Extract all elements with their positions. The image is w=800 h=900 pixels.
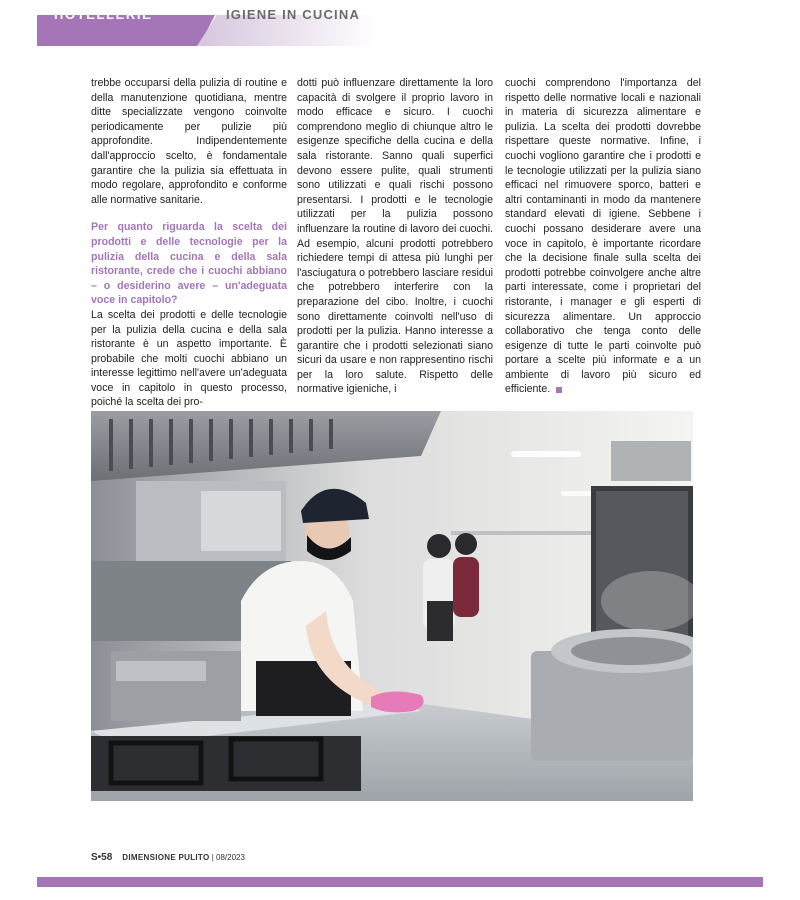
- issue-date: | 08/2023: [209, 853, 245, 862]
- paragraph-with-end-mark: [505, 76, 701, 397]
- footer-accent-bar: [37, 877, 763, 887]
- magazine-name: DIMENSIONE PULITO: [122, 853, 210, 862]
- interview-question: Per quanto riguarda la scelta dei prodotti e delle tecnologie per la pulizia della cucina e della sala ristorante, crede che i cuochi abbiano – o desiderino avere – un'adeguata voce in capitolo?: [91, 221, 287, 307]
- paragraph: trebbe occuparsi della pulizia di routine e della manutenzione quotidiana, mentre ditte specializzate vengono coinvolte periodicamente per pulizie più approfondite. Indipendentemente dall'approccio scelto, è fondamentale garantire che la pulizia sia effettuata in modo regolare, approfondito e conforme alle normative sanitarie.: [91, 77, 287, 206]
- page-number: S•58: [91, 852, 113, 863]
- text-column-3: [505, 76, 701, 397]
- section-label: HOTELLERIE: [54, 7, 153, 22]
- paragraph: dotti può influenzare direttamente la loro capacità di svolgere il proprio lavoro in modo efficace e sicuro. I cuochi comprendono meglio di chiunque altro le esigenze specifiche della cucina e della sala ristorante. Sanno quali superfici devono essere pulite, quali strumenti sono utilizzati e quali rischi possono presentarsi. I prodotti e le tecnologie utilizzati per la pulizia possono influenzare la routine di lavoro dei cuochi. Ad esempio, alcuni prodotti potrebbero richiedere tempi di attesa più lunghi per l'asciugatura o potrebbero lasciare residui che potrebbero interferire con la preparazione del cibo. Inoltre, i cuochi sono direttamente coinvolti nell'uso di prodotti per la pulizia. Hanno interesse a garantire che i prodotti selezionati siano sicuri da usare e non rappresentino rischi per la loro salute. Rispetto delle normative igieniche, i: [297, 77, 493, 396]
- kitchen-photo: [91, 411, 693, 801]
- paragraph: cuochi comprendono l'importanza del rispetto delle normative locali e nazionali in materia di sicurezza alimentare e pulizia. La scelta dei prodotti dovrebbe rispettare queste normative. Infine, i cuochi vogliono garantire che i prodotti e le tecnologie utilizzati per la pulizia siano efficaci nel rimuovere sporco, batteri e altri contaminanti in modo da mantenere standard elevati di igiene. Sebbene i cuochi possano desiderare avere una voce in capitolo, è importante ricordare che la decisione finale sulla scelta dei prodotti potrebbe coinvolgere anche altre parti interessate, come i proprietari del ristorante, i manager e gli esperti di sicurezza alimentare. Un approccio collaborativo che tenga conto delle esigenze di tutte le parti coinvolte può portare a scelte più informate e a un ambiente di lavoro più sicuro ed efficiente.: [505, 77, 701, 396]
- paragraph: La scelta dei prodotti e delle tecnologie per la pulizia della cucina e della sala ristorante è un aspetto importante. È probabile che molti cuochi abbiano un interesse legittimo nell'avere un'adeguata voce in capitolo in questo processo, poiché la scelta dei pro-: [91, 308, 287, 409]
- page-footer: [91, 852, 245, 863]
- text-column-2: [297, 76, 493, 397]
- end-of-article-mark: [556, 387, 562, 393]
- text-column-1: [91, 76, 287, 410]
- topic-label: IGIENE IN CUCINA: [226, 7, 361, 22]
